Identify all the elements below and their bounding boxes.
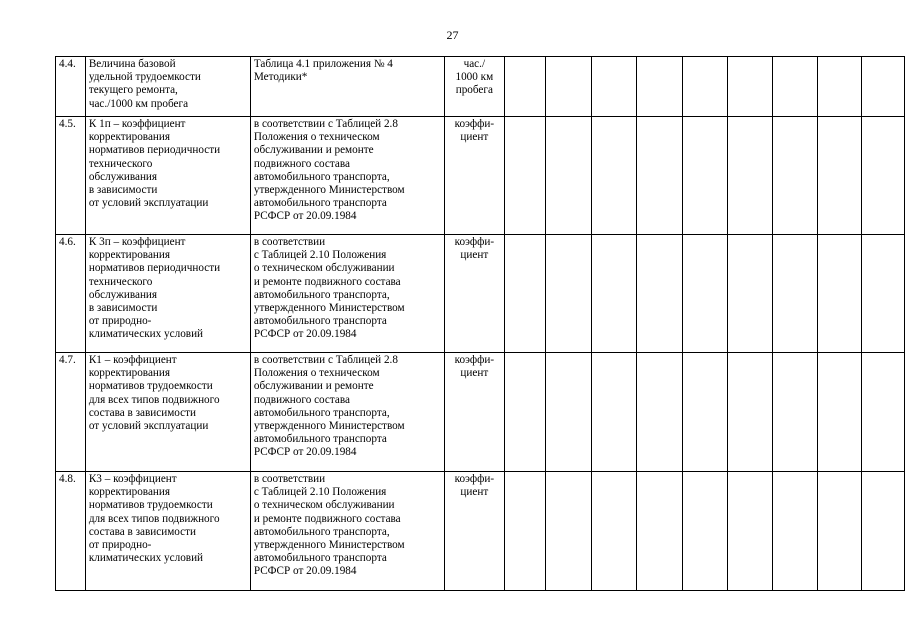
source-reference: в соответствии с Таблицей 2.10 Положения о техническом обслуживании и ремонте подвижного состава автомобильного транспорта, утвержденного Министерством автомобильного транспорта РСФСР от 20.09.1984 [250, 235, 444, 353]
value-cell [545, 472, 591, 591]
value-cell [504, 235, 545, 353]
row-number: 4.6. [56, 235, 86, 353]
value-cell [727, 472, 772, 591]
unit-of-measure: коэффи- циент [445, 117, 505, 235]
value-cell [504, 57, 545, 117]
value-cell [727, 353, 772, 472]
source-reference: в соответствии с Таблицей 2.8 Положения о техническом обслуживании и ремонте подвижного состава автомобильного транспорта, утвержденного Министерством автомобильного транспорта РСФСР от 20.09.1984 [250, 353, 444, 472]
row-number: 4.4. [56, 57, 86, 117]
source-reference: Таблица 4.1 приложения № 4 Методики* [250, 57, 444, 117]
page-number: 27 [446, 28, 459, 42]
value-cell [861, 472, 904, 591]
indicator-name: К 1п – коэффициент корректирования нормативов периодичности технического обслуживания в зависимости от условий эксплуатации [85, 117, 250, 235]
value-cell [545, 235, 591, 353]
unit-of-measure: коэффи- циент [445, 472, 505, 591]
value-cell [861, 353, 904, 472]
value-cell [545, 57, 591, 117]
value-cell [636, 57, 682, 117]
row-number: 4.8. [56, 472, 86, 591]
value-cell [591, 472, 636, 591]
value-cell [817, 472, 861, 591]
table-row [56, 472, 905, 591]
value-cell [817, 235, 861, 353]
value-cell [636, 353, 682, 472]
value-cell [682, 353, 727, 472]
table-row [56, 353, 905, 472]
value-cell [772, 353, 817, 472]
value-cell [504, 472, 545, 591]
value-cell [682, 235, 727, 353]
value-cell [727, 57, 772, 117]
value-cell [682, 57, 727, 117]
value-cell [636, 117, 682, 235]
value-cell [861, 117, 904, 235]
value-cell [504, 117, 545, 235]
value-cell [817, 353, 861, 472]
value-cell [772, 117, 817, 235]
value-cell [817, 117, 861, 235]
indicator-name: К1 – коэффициент корректирования нормативов трудоемкости для всех типов подвижного состава в зависимости от условий эксплуатации [85, 353, 250, 472]
indicator-name: К3 – коэффициент корректирования нормативов трудоемкости для всех типов подвижного состава в зависимости от природно- климатических условий [85, 472, 250, 591]
unit-of-measure: коэффи- циент [445, 235, 505, 353]
unit-of-measure: коэффи- циент [445, 353, 505, 472]
value-cell [817, 57, 861, 117]
table-row [56, 57, 905, 117]
value-cell [504, 353, 545, 472]
norms-table [55, 56, 905, 591]
row-number: 4.5. [56, 117, 86, 235]
value-cell [772, 57, 817, 117]
value-cell [772, 235, 817, 353]
value-cell [636, 235, 682, 353]
table-row [56, 235, 905, 353]
value-cell [727, 235, 772, 353]
indicator-name: К 3п – коэффициент корректирования нормативов периодичности технического обслуживания в зависимости от природно- климатических условий [85, 235, 250, 353]
value-cell [591, 353, 636, 472]
table-row [56, 117, 905, 235]
value-cell [861, 57, 904, 117]
value-cell [545, 117, 591, 235]
source-reference: в соответствии с Таблицей 2.10 Положения о техническом обслуживании и ремонте подвижного состава автомобильного транспорта, утвержденного Министерством автомобильного транспорта РСФСР от 20.09.1984 [250, 472, 444, 591]
value-cell [682, 472, 727, 591]
value-cell [861, 235, 904, 353]
value-cell [682, 117, 727, 235]
value-cell [727, 117, 772, 235]
value-cell [545, 353, 591, 472]
row-number: 4.7. [56, 353, 86, 472]
value-cell [636, 472, 682, 591]
value-cell [591, 235, 636, 353]
value-cell [772, 472, 817, 591]
value-cell [591, 117, 636, 235]
value-cell [591, 57, 636, 117]
indicator-name: Величина базовой удельной трудоемкости текущего ремонта, час./1000 км пробега [85, 57, 250, 117]
source-reference: в соответствии с Таблицей 2.8 Положения о техническом обслуживании и ремонте подвижного состава автомобильного транспорта, утвержденного Министерством автомобильного транспорта РСФСР от 20.09.1984 [250, 117, 444, 235]
unit-of-measure: час./ 1000 км пробега [445, 57, 505, 117]
